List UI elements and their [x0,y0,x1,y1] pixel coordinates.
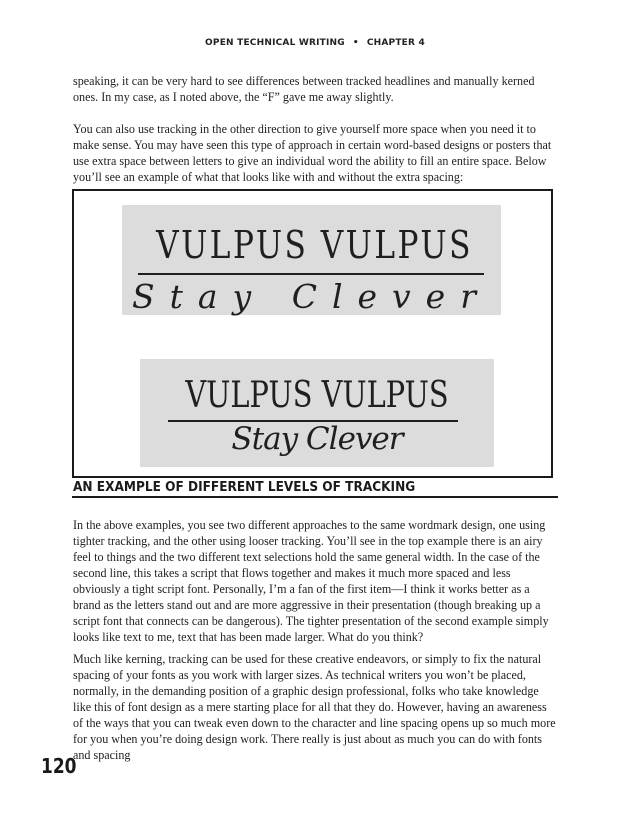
tagline-loose: Stay Clever [132,277,491,316]
wide-tracking-example [122,205,501,315]
running-header [0,38,630,48]
paragraph-4: Much like kerning, tracking can be used for these creative endeavors, or simply to fix the natural spacing of your fonts as you work with larger sizes. As technical writers you won’t be placed, normally, in the demanding position of a graphic design professional, folks who take knowledge like this of font design as a mere starting place for all that they do. However, having an awareness of the ways that you can tweak even down to the character and line spacing opens up so much more for you when you’re doing design work. There really is just about as much you can do with fonts and spacing [73,652,556,762]
tracking-figure [72,189,553,478]
book-title: OPEN TECHNICAL WRITING [205,38,345,48]
wordmark-tight: VULPUS VULPUS [185,375,449,416]
wordmark-divider-loose [138,273,484,275]
paragraph-1: speaking, it can be very hard to see differences between tracked headlines and manually kerned ones. In my case, as I noted above, the “F” gave me away slightly. [73,74,535,104]
page-number: 120 [41,754,77,778]
header-separator: • [352,38,359,48]
wordmark-loose: VULPUS VULPUS [156,223,473,267]
paragraph-3: In the above examples, you see two different approaches to the same wordmark design, one using tighter tracking, and the other using looser tracking. You’ll see in the top example there is an airy feel to things and the two different text selections hold the same general width. In the case of the second line, this takes a script that flows together and makes it much more spaced and less obviously a tight script font. Personally, I’m a fan of the first item—I think it works better as a brand as the letters stand out and are more aggressive in their presentation (though breaking up a script font that connects can be dangerous). The tighter presentation of the second example simply looks like text to me, text that has been made larger. What do you think? [73,518,549,644]
paragraph-2: You can also use tracking in the other direction to give yourself more space when you need it to make sense. You may have seen this type of approach in certain word-based designs or posters that use extra space between letters to give an individual word the ability to fill an entire space. Below you’ll see an example of what that looks like with and without the extra spacing: [73,122,552,184]
chapter-label: CHAPTER 4 [366,38,425,48]
figure-caption: AN EXAMPLE OF DIFFERENT LEVELS OF TRACKING [73,479,416,495]
tight-tracking-example [140,359,494,467]
caption-rule [72,496,558,498]
tagline-tight: Stay Clever [231,421,403,457]
